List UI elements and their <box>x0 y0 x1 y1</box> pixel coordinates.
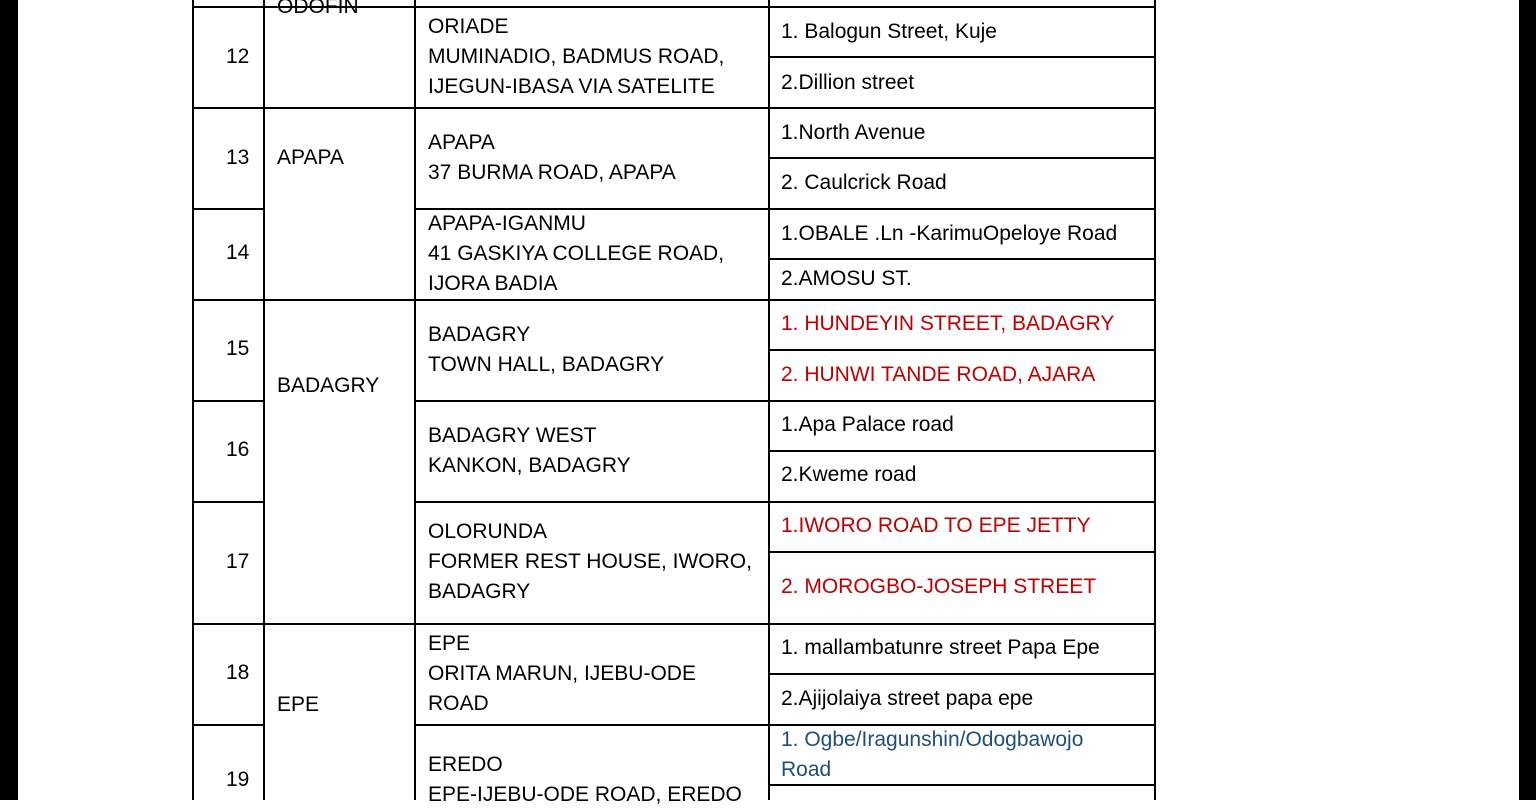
road-entry: 1.IWORO ROAD TO EPE JETTY <box>781 514 1091 537</box>
secretariat-address: IJEGUN-IBASA VIA SATELITE <box>428 75 715 98</box>
road-entry: 2.Kweme road <box>781 463 917 486</box>
road-entry: 1. HUNDEYIN STREET, BADAGRY <box>781 312 1115 335</box>
road-entry: 1. Ogbe/Iragunshin/Odogbawojo <box>781 728 1084 751</box>
road-divider <box>768 349 1156 351</box>
lcda-name: APAPA-IGANMU <box>428 212 586 235</box>
lga-name: ODOFIN <box>277 0 359 18</box>
lga-name: EPE <box>277 693 320 716</box>
row-divider <box>192 501 265 503</box>
road-entry: 2. Caulcrick Road <box>781 171 947 194</box>
road-divider <box>768 258 1156 260</box>
secretariat-address: TOWN HALL, BADAGRY <box>428 353 665 376</box>
row-divider <box>192 208 265 210</box>
row-divider <box>263 623 416 625</box>
road-entry: 1.Apa Palace road <box>781 413 954 436</box>
secretariat-address: IJORA BADIA <box>428 272 558 295</box>
road-entry: 2.Ajijolaiya street papa epe <box>781 687 1034 710</box>
road-divider <box>768 673 1156 675</box>
row-divider <box>414 6 1156 8</box>
row-divider <box>192 400 265 402</box>
row-divider <box>192 623 265 625</box>
row-divider <box>192 107 265 109</box>
road-divider <box>768 551 1156 553</box>
row-number: 12 <box>226 45 250 68</box>
road-entry: Road <box>781 758 832 781</box>
row-divider <box>263 107 416 109</box>
row-divider <box>414 400 1156 402</box>
secretariat-address: 41 GASKIYA COLLEGE ROAD, <box>428 242 725 265</box>
road-entry: 2.AMOSU ST. <box>781 267 912 290</box>
road-entry: 2. MOROGBO-JOSEPH STREET <box>781 575 1097 598</box>
row-number: 19 <box>226 768 250 791</box>
secretariat-address: BADAGRY <box>428 580 531 603</box>
lga-name: BADAGRY <box>277 374 380 397</box>
road-entry: 1. Balogun Street, Kuje <box>781 20 997 43</box>
secretariat-address: 37 BURMA ROAD, APAPA <box>428 161 676 184</box>
lcda-name: BADAGRY <box>428 323 531 346</box>
row-number: 13 <box>226 146 250 169</box>
road-divider <box>768 157 1156 159</box>
secretariat-address: KANKON, BADAGRY <box>428 454 631 477</box>
lcda-name: EREDO <box>428 753 503 776</box>
secretariat-address: ROAD <box>428 692 489 715</box>
row-number: 16 <box>226 438 250 461</box>
row-divider <box>414 501 1156 503</box>
lcda-name: ORIADE <box>428 15 509 38</box>
secretariat-address: MUMINADIO, BADMUS ROAD, <box>428 45 725 68</box>
lcda-name: APAPA <box>428 131 495 154</box>
secretariat-address: ORITA MARUN, IJEBU-ODE <box>428 662 696 685</box>
lcda-name: EPE <box>428 632 471 655</box>
row-number: 15 <box>226 337 250 360</box>
road-entry: 1. mallambatunre street Papa Epe <box>781 636 1100 659</box>
row-divider <box>414 623 1156 625</box>
road-entry: 1.North Avenue <box>781 121 926 144</box>
road-entry: 2.Dillion street <box>781 71 915 94</box>
row-number: 18 <box>226 661 250 684</box>
road-divider <box>768 56 1156 58</box>
row-divider <box>263 299 416 301</box>
row-number: 17 <box>226 550 250 573</box>
row-divider <box>192 724 265 726</box>
secretariat-address: EPE-IJEBU-ODE ROAD, EREDO <box>428 783 742 806</box>
lcda-name: OLORUNDA <box>428 520 548 543</box>
row-number: 14 <box>226 241 250 264</box>
road-entry: 2. HUNWI TANDE ROAD, AJARA <box>781 363 1096 386</box>
row-divider <box>414 107 1156 109</box>
lcda-name: BADAGRY WEST <box>428 424 597 447</box>
lga-name: APAPA <box>277 146 344 169</box>
row-divider <box>192 299 265 301</box>
road-entry: 1.OBALE .Ln -KarimuOpeloye Road <box>781 222 1118 245</box>
row-divider <box>192 6 265 8</box>
secretariat-address: FORMER REST HOUSE, IWORO, <box>428 550 752 573</box>
road-divider <box>768 450 1156 452</box>
row-divider <box>414 299 1156 301</box>
